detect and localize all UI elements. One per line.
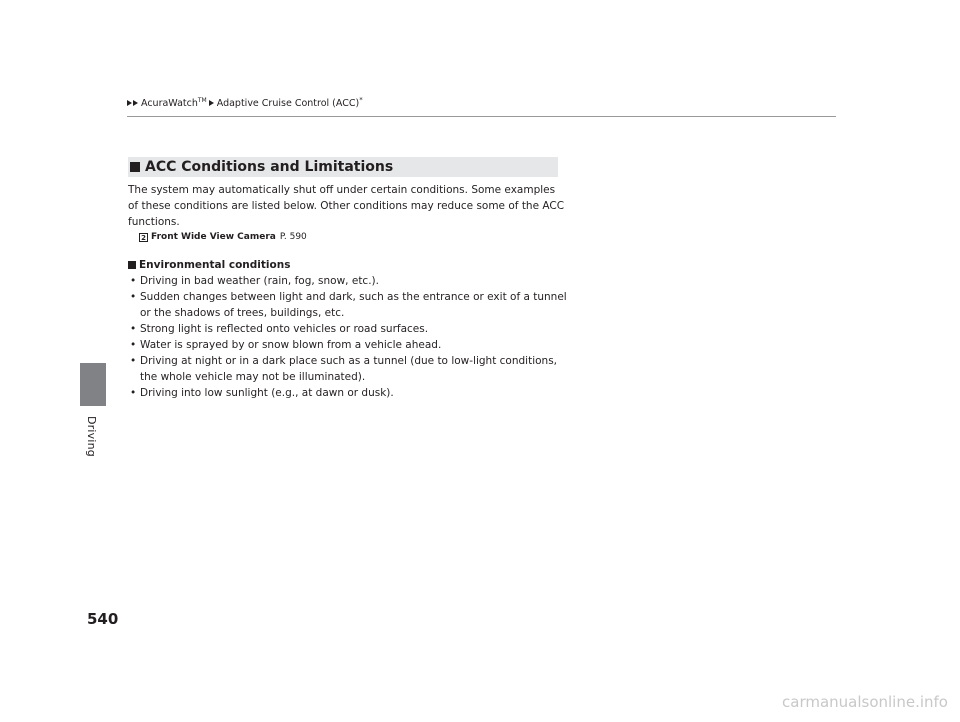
environmental-list <box>128 273 568 401</box>
bullet-dot-icon: • <box>130 355 137 367</box>
bullet-dot-icon: • <box>130 291 137 303</box>
reference-arrow-icon: 2 <box>139 233 148 242</box>
list-item: • Driving at night or in a dark place such as a tunnel (due to low-light conditions, the whole vehicle may not be illuminated). <box>130 355 558 383</box>
list-item: • Strong light is reflected onto vehicles or road surfaces. <box>130 323 429 335</box>
section-title: ACC Conditions and Limitations <box>145 159 394 175</box>
intro-paragraph: The system may automatically shut off under certain conditions. Some examples of these conditions are listed below. Other conditions may reduce some of the ACC functions. <box>128 184 565 228</box>
bullet-dot-icon: • <box>130 387 137 399</box>
breadcrumb <box>127 96 363 109</box>
environmental-heading: Environmental conditions <box>128 257 568 273</box>
list-item: • Driving into low sunlight (e.g., at dawn or dusk). <box>130 387 394 399</box>
cross-reference-link[interactable] <box>139 231 568 243</box>
list-item: • Driving in bad weather (rain, fog, snow, etc.). <box>130 275 379 287</box>
list-item: • Water is sprayed by or snow blown from a vehicle ahead. <box>130 339 442 351</box>
xref-title: Front Wide View Camera <box>151 232 276 242</box>
chapter-tab <box>80 363 106 406</box>
breadcrumb-item-acc[interactable]: Adaptive Cruise Control (ACC)* <box>216 96 363 109</box>
list-item: • Sudden changes between light and dark, such as the entrance or exit of a tunnel or the shadows of trees, buildings, etc. <box>130 291 567 319</box>
square-bullet-icon <box>130 162 140 172</box>
square-bullet-icon <box>128 261 136 269</box>
section-heading <box>128 157 558 177</box>
breadcrumb-arrow-icon <box>133 100 138 106</box>
breadcrumb-item-acurawatch[interactable]: AcuraWatch™ <box>141 96 207 109</box>
header-divider <box>127 116 836 117</box>
bullet-dot-icon: • <box>130 323 137 335</box>
breadcrumb-arrow-icon <box>127 100 132 106</box>
breadcrumb-arrow-icon <box>209 100 214 106</box>
section-body <box>128 182 568 401</box>
chapter-label: Driving <box>85 416 98 457</box>
watermark: carmanualsonline.info <box>782 693 948 711</box>
xref-page: P. 590 <box>279 232 307 242</box>
bullet-dot-icon: • <box>130 275 137 287</box>
bullet-dot-icon: • <box>130 339 137 351</box>
page-number: 540 <box>87 610 119 628</box>
